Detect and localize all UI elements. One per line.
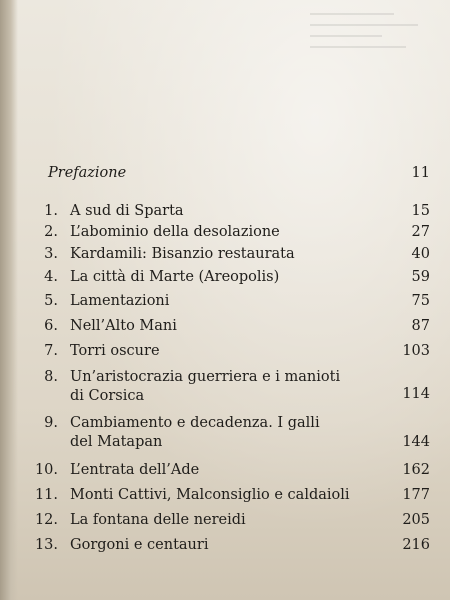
toc-entry-title: Lamentazioni xyxy=(70,293,170,309)
toc-entry-page: 103 xyxy=(402,343,430,359)
toc-entry-page: 177 xyxy=(402,487,430,503)
toc-entry-page: 27 xyxy=(411,224,430,240)
toc-entry-title: Gorgoni e centauri xyxy=(70,537,209,553)
toc-entry-title: Nell’Alto Mani xyxy=(70,318,177,334)
toc-entry-page: 15 xyxy=(411,203,430,219)
toc-entry-title: Monti Cattivi, Malconsiglio e caldaioli xyxy=(70,487,350,503)
toc-entry-page: 40 xyxy=(411,246,430,262)
toc-entry-page: 162 xyxy=(402,462,430,478)
toc-entry-title: La città di Marte (Areopolis) xyxy=(70,269,280,285)
toc-entry-number: 5. xyxy=(44,293,58,309)
toc-entry-title: A sud di Sparta xyxy=(70,203,184,219)
toc-entry-page: 144 xyxy=(402,434,430,450)
toc-entry-number: 4. xyxy=(44,269,58,285)
toc-entry-number: 11. xyxy=(34,487,58,503)
toc-entry-title-line: di Corsica xyxy=(70,388,145,404)
toc-entry-page: 205 xyxy=(402,512,430,528)
toc-entry-number: 2. xyxy=(44,224,58,240)
toc-entry-number: 10. xyxy=(34,462,58,478)
toc-entry-title: La fontana delle nereidi xyxy=(70,512,246,528)
toc-entry-number: 8. xyxy=(44,369,58,385)
toc-entry-title-line: del Matapan xyxy=(70,434,163,450)
toc-entry-number: 9. xyxy=(44,415,58,431)
toc-entry-page: 114 xyxy=(402,386,430,402)
toc-entry-title-line: Un’aristocrazia guerriera e i manioti xyxy=(70,369,341,385)
toc-entry-title-line: Cambiamento e decadenza. I galli xyxy=(70,415,320,431)
toc-entry-title: Torri oscure xyxy=(70,343,160,359)
toc-entry-number: 3. xyxy=(44,246,58,262)
toc-entry-number: 12. xyxy=(34,512,58,528)
toc-entry xyxy=(30,414,430,454)
toc-entry-number: 1. xyxy=(44,203,58,219)
toc-entry xyxy=(30,368,430,408)
toc-entry-number: 13. xyxy=(34,537,58,553)
toc-entry-page: 59 xyxy=(411,269,430,285)
toc-entry-title: Kardamili: Bisanzio restaurata xyxy=(70,246,295,262)
toc-entry-number: 7. xyxy=(44,343,58,359)
toc-entry-number: 6. xyxy=(44,318,58,334)
toc-entry-page: 216 xyxy=(402,537,430,553)
toc-entry-page: 87 xyxy=(411,318,430,334)
toc-entry-page: 75 xyxy=(411,293,430,309)
toc-entry-page: 11 xyxy=(411,165,430,181)
toc-entry-title: L’entrata dell’Ade xyxy=(70,462,200,478)
toc-entry-title: L’abominio della desolazione xyxy=(70,224,280,240)
toc-entry-title: Prefazione xyxy=(48,165,127,181)
